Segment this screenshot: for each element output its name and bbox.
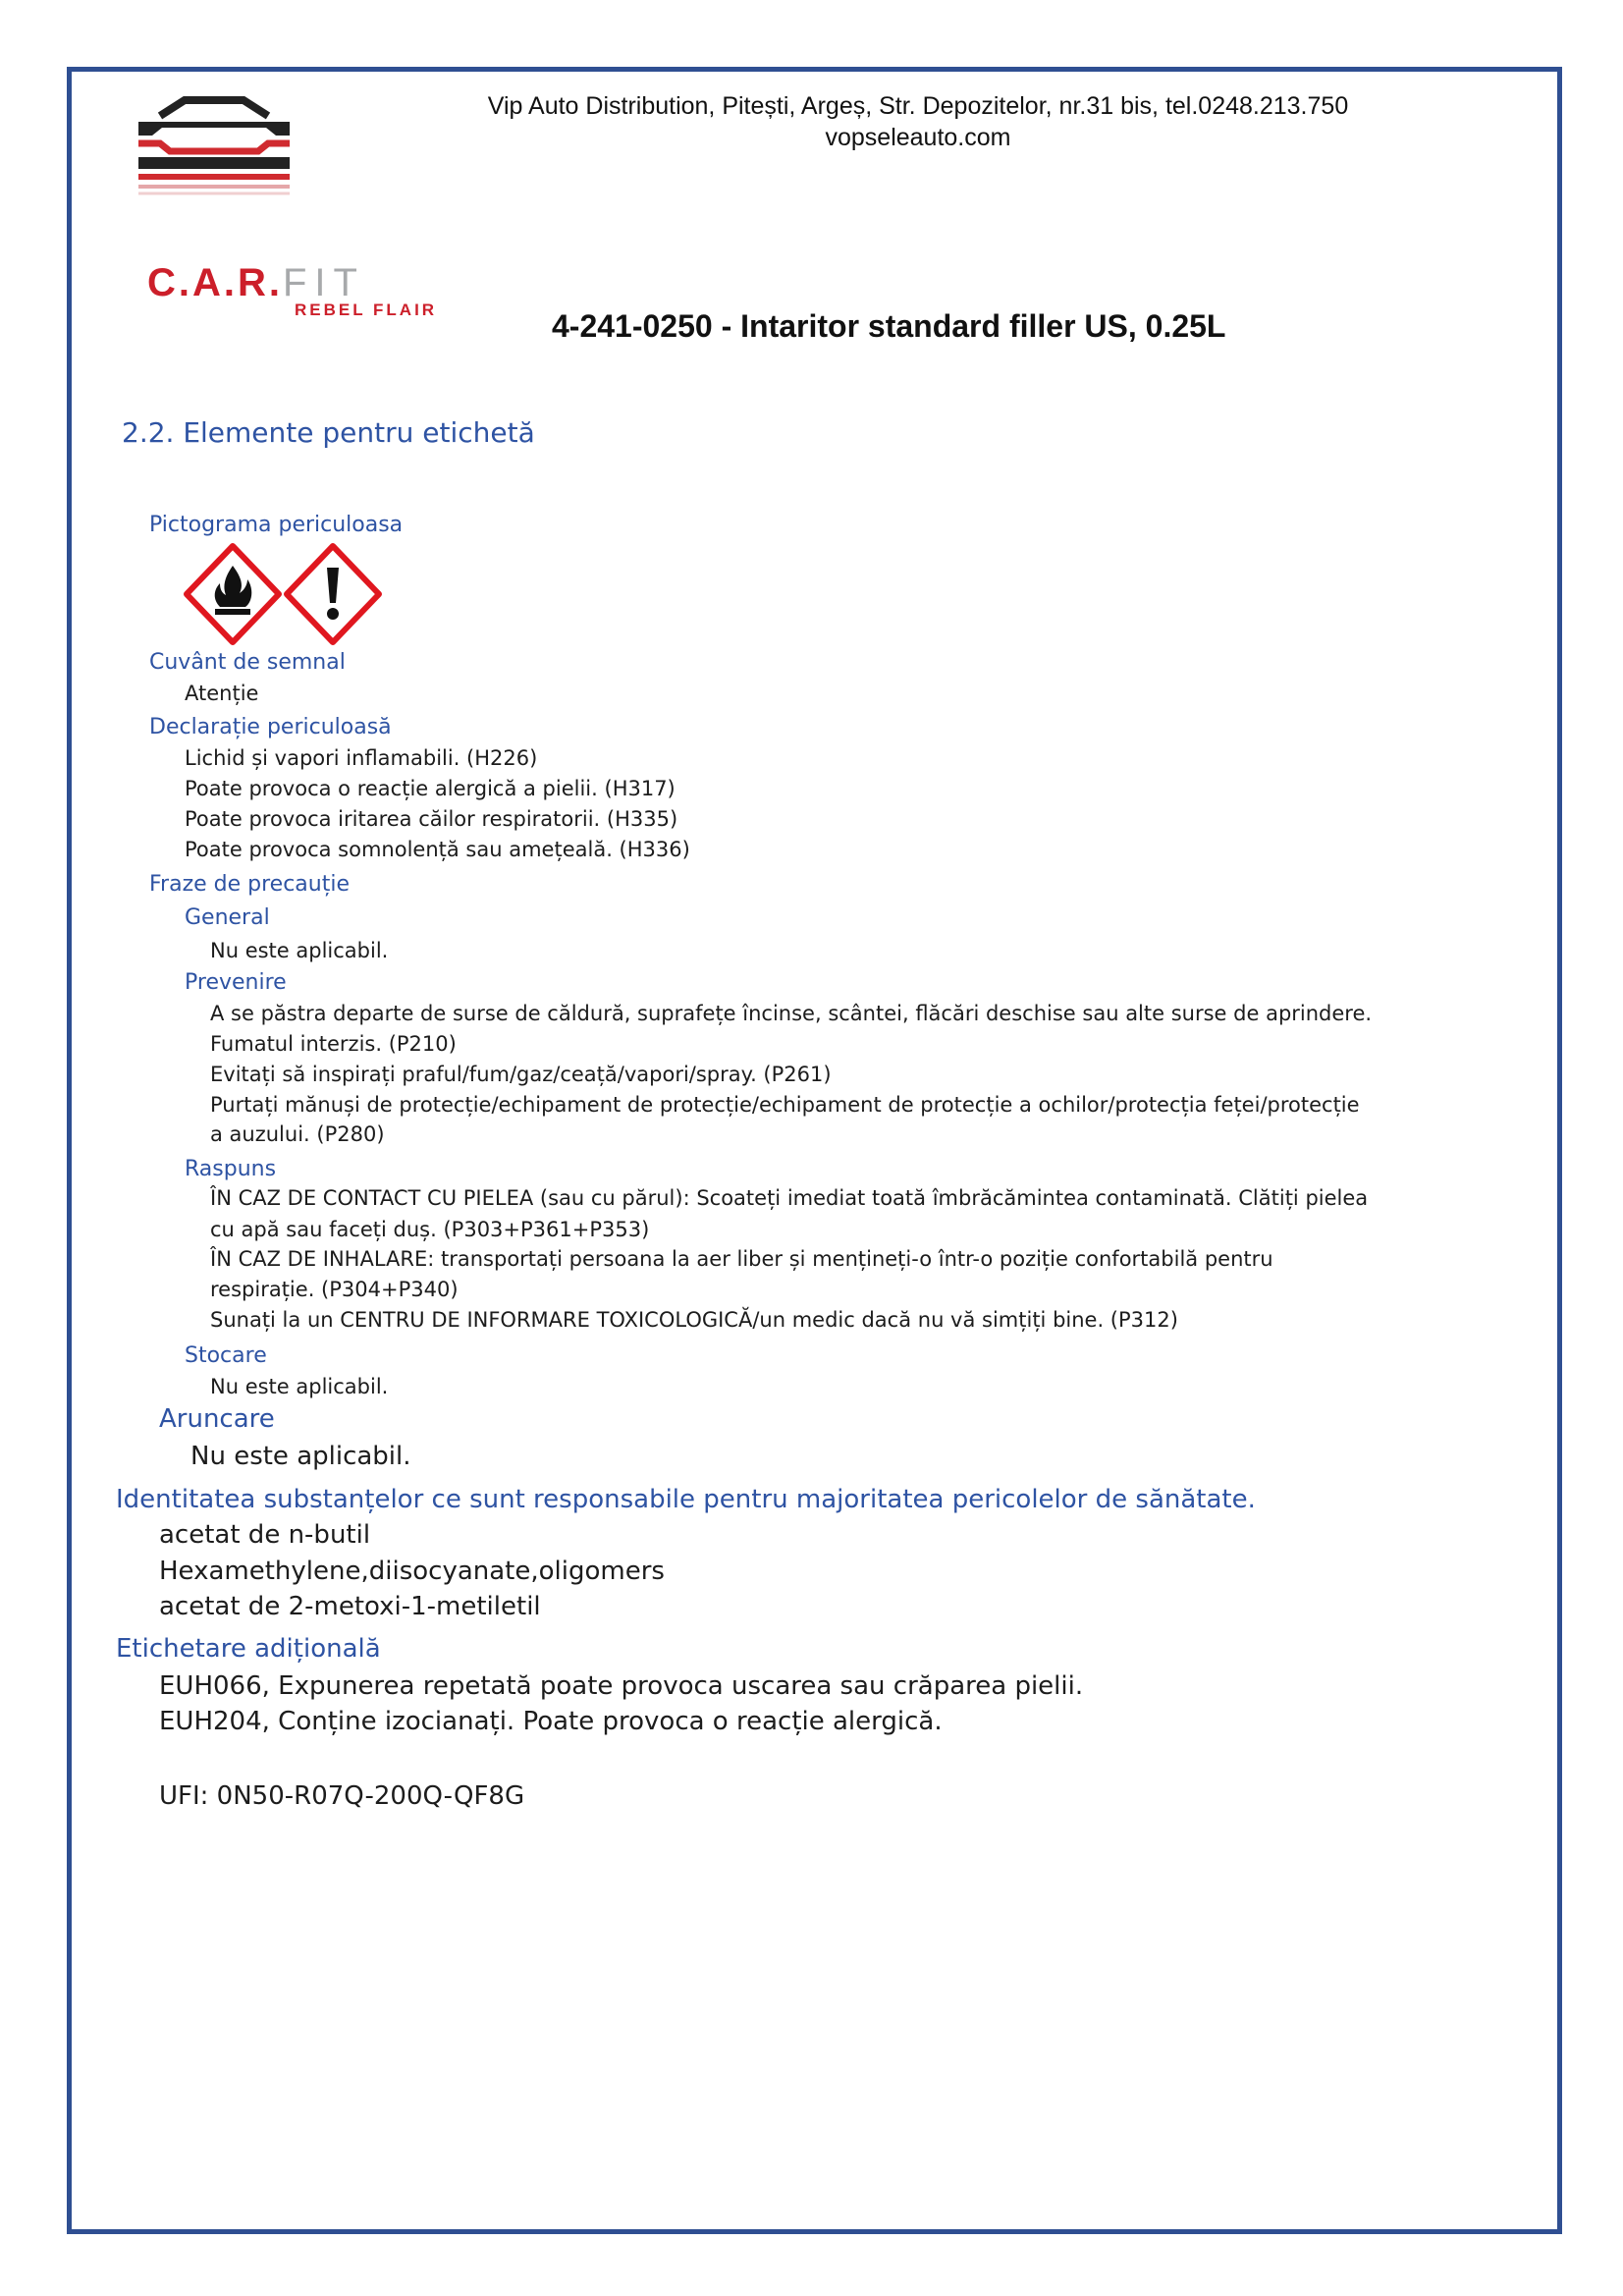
brand-grey-part: FIT xyxy=(283,261,365,304)
disposal-value: Nu este aplicabil. xyxy=(190,1442,411,1471)
company-website: vopseleauto.com xyxy=(825,124,1011,151)
vip-auto-logo xyxy=(131,94,298,196)
exclamation-icon xyxy=(287,546,379,642)
general-label: General xyxy=(185,905,270,930)
substance-item: acetat de 2-metoxi-1-metiletil xyxy=(159,1592,541,1621)
page-border xyxy=(67,67,1562,2234)
response-line: respirație. (P304+P340) xyxy=(210,1278,459,1301)
section-title: 2.2. Elemente pentru etichetă xyxy=(122,416,535,449)
brand-tagline: REBEL FLAIR xyxy=(295,301,438,319)
prevention-line: Purtați mănuși de protecție/echipament de protecție/echipament de protecție a ochilor/protecția feței/protecție xyxy=(210,1093,1360,1117)
storage-label: Stocare xyxy=(185,1343,267,1368)
signal-word-label: Cuvânt de semnal xyxy=(149,650,346,675)
response-line: Sunați la un CENTRU DE INFORMARE TOXICOLOGICĂ/un medic dacă nu vă simțiți bine. (P312) xyxy=(210,1308,1178,1332)
company-info xyxy=(471,90,1365,153)
carfit-logo xyxy=(147,261,452,322)
identity-label: Identitatea substanțelor ce sunt responsabile pentru majoritatea pericolelor de sănătate. xyxy=(116,1485,1256,1514)
hazard-statement: Lichid și vapori inflamabili. (H226) xyxy=(185,746,538,770)
additional-label: Etichetare adițională xyxy=(116,1634,381,1664)
additional-item: EUH204, Conține izocianați. Poate provoca o reacție alergică. xyxy=(159,1707,943,1736)
response-line: cu apă sau faceți duș. (P303+P361+P353) xyxy=(210,1218,650,1241)
disposal-label: Aruncare xyxy=(159,1404,275,1434)
prevention-line: Fumatul interzis. (P210) xyxy=(210,1032,457,1056)
precautionary-label: Fraze de precauție xyxy=(149,872,351,897)
prevention-line: Evitați să inspirați praful/fum/gaz/ceață/vapori/spray. (P261) xyxy=(210,1063,832,1086)
signal-word-value: Atenție xyxy=(185,682,259,705)
hazard-statement: Poate provoca o reacție alergică a pielii. (H317) xyxy=(185,777,676,800)
brand-red-part: C.A.R. xyxy=(147,261,283,304)
substance-item: acetat de n-butil xyxy=(159,1520,371,1550)
response-label: Raspuns xyxy=(185,1157,277,1181)
substance-item: Hexamethylene,diisocyanate,oligomers xyxy=(159,1557,665,1586)
ufi-code: UFI: 0N50-R07Q-200Q-QF8G xyxy=(159,1781,525,1811)
response-line: ÎN CAZ DE CONTACT CU PIELEA (sau cu părul): Scoateți imediat toată îmbrăcămintea contaminată. Clătiți pielea xyxy=(210,1186,1369,1210)
company-address: Vip Auto Distribution, Pitești, Argeș, Str. Depozitelor, nr.31 bis, tel.0248.213.750 xyxy=(487,92,1349,120)
prevention-line: a auzului. (P280) xyxy=(210,1122,385,1146)
general-value: Nu este aplicabil. xyxy=(210,939,389,962)
storage-value: Nu este aplicabil. xyxy=(210,1375,389,1398)
product-title: 4-241-0250 - Intaritor standard filler US, 0.25L xyxy=(552,308,1226,344)
pictogram-label: Pictograma periculoasa xyxy=(149,513,404,537)
prevention-label: Prevenire xyxy=(185,970,287,995)
prevention-line: A se păstra departe de surse de căldură, suprafețe încinse, scântei, flăcări deschise sau alte surse de aprindere. xyxy=(210,1002,1373,1025)
additional-item: EUH066, Expunerea repetată poate provoca uscarea sau crăparea pielii. xyxy=(159,1671,1084,1701)
hazard-statements-label: Declarație periculoasă xyxy=(149,715,392,739)
response-line: ÎN CAZ DE INHALARE: transportați persoana la aer liber și mențineți-o într-o poziție confortabilă pentru xyxy=(210,1247,1273,1271)
hazard-pictograms xyxy=(183,542,385,646)
flame-icon xyxy=(187,546,279,642)
carfit-brand xyxy=(147,261,365,304)
hazard-statement: Poate provoca somnolență sau amețeală. (H336) xyxy=(185,838,690,861)
hazard-statement: Poate provoca iritarea căilor respiratorii. (H335) xyxy=(185,807,678,831)
